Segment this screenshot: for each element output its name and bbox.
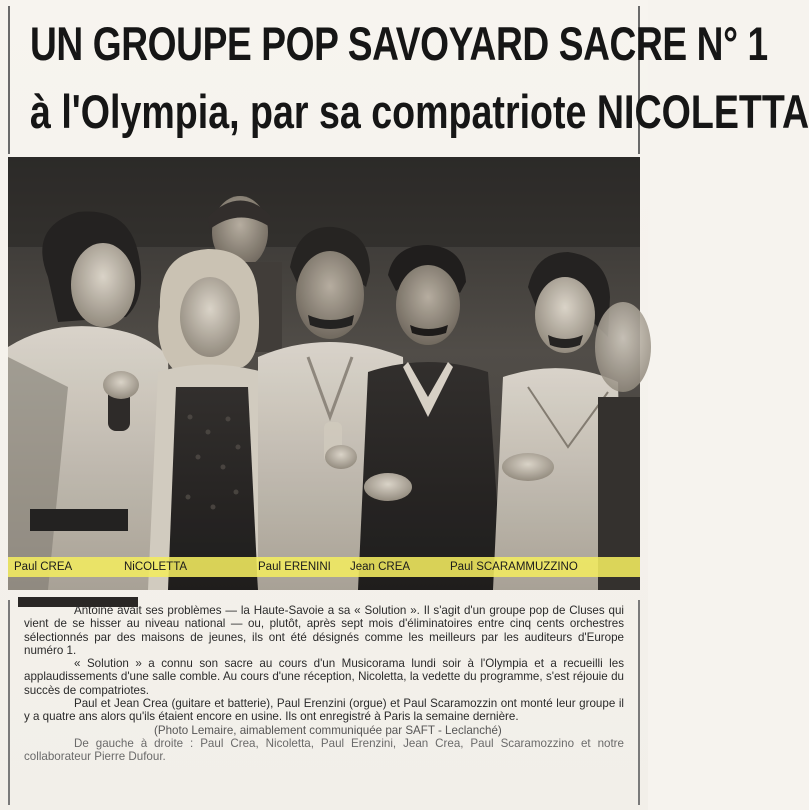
article-paragraph-2: « Solution » a connu son sacre au cours d'un Musicorama lundi soir à l'Olympia et a recueilli les applaudissements d'une salle comble. Au cours d'une réception, Nicoletta, la vedette du programme, s'est réjouie du succès de compatriotes. (24, 657, 624, 697)
photo-credit: (Photo Lemaire, aimablement communiquée par SAFT - Leclanché) (154, 723, 502, 737)
article-body (24, 604, 624, 764)
caption-nicoletta: NiCOLETTA (124, 561, 188, 573)
headline-block (8, 6, 809, 154)
headline-title: UN GROUPE POP SAVOYARD SACRE N° 1 (30, 17, 768, 70)
headline-subtitle: à l'Olympia, par sa compatriote NICOLETTA (30, 85, 809, 138)
article-paragraph-1: Antoine avait ses problèmes — la Haute-Savoie a sa « Solution ». Il s'agit d'un groupe pop de Cluses qui vient de se hisser au niveau national — ou, plutôt, après sept mois d'éliminatoires entre cinq cents orchestres sélectionnés par des maisons de jeunes, ils ont été désignés comme les meilleurs par les auditeurs d'Europe numéro 1. (24, 604, 624, 657)
caption-paul-erenini: Paul ERENINI (258, 561, 331, 573)
caption-paul-scarammuzzino: Paul SCARAMMUZZINO (450, 561, 578, 573)
article-paragraph-4: De gauche à droite : Paul Crea, Nicoletta, Paul Erenzini, Jean Crea, Paul Scaramozzino et notre collaborateur Pierre Dufour. (24, 736, 624, 764)
group-photo (8, 157, 640, 590)
caption-jean-crea: Jean CREA (350, 561, 411, 573)
caption-paul-crea: Paul CREA (14, 561, 73, 573)
article-paragraph-3: Paul et Jean Crea (guitare et batterie), Paul Erenzini (orgue) et Paul Scaramozzin ont monté leur groupe il y a quatre ans alors qu'ils étaient encore en usine. Ils ont enregistré à Paris la semaine dernière. (24, 697, 624, 724)
